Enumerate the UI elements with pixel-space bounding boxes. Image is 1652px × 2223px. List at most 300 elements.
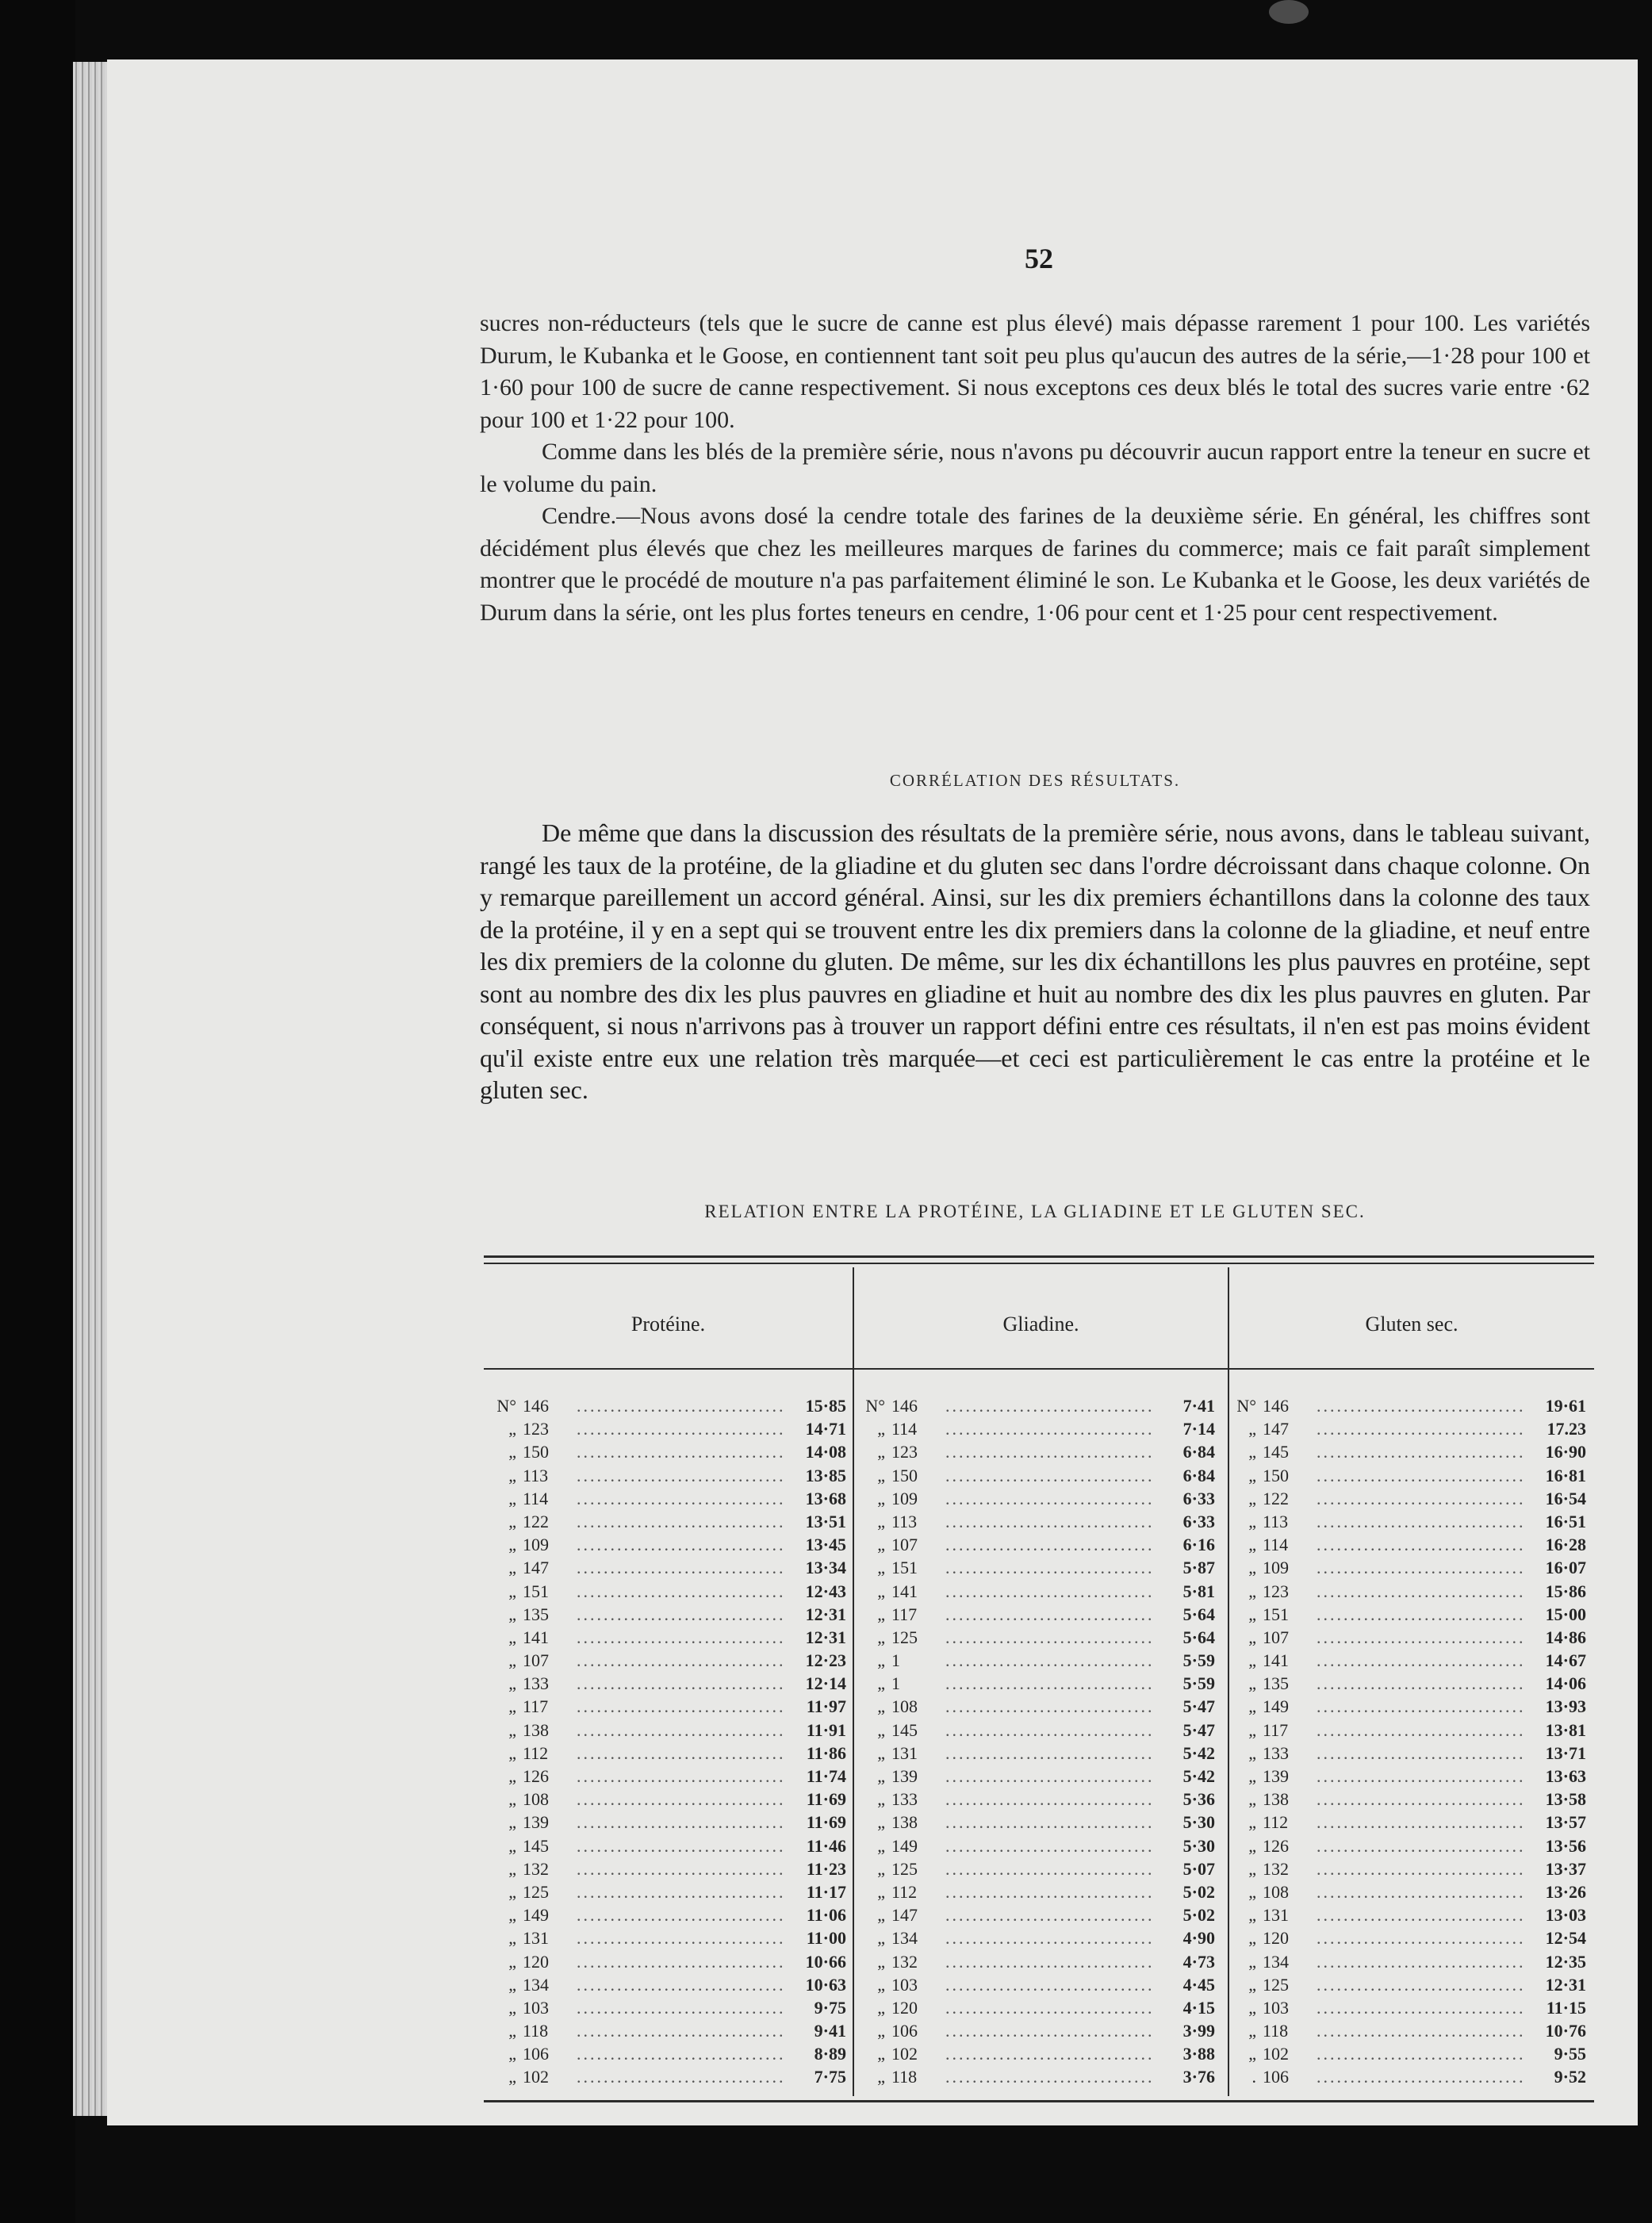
row-value: 13·45 [805,1535,846,1555]
dot-leader [577,2067,784,2087]
dot-leader [577,1859,784,1880]
dot-leader [945,1766,1153,1787]
row-value: 11·46 [806,1835,846,1856]
row-prefix: „ [877,1766,885,1786]
table-row [1220,1905,1586,1928]
dot-leader [577,1882,784,1903]
dot-leader [577,1650,784,1671]
sample-number: 1 [891,1673,900,1694]
sample-number: 117 [523,1696,549,1717]
row-prefix: „ [508,1766,516,1786]
row-prefix: „ [508,1673,516,1694]
table-row [1220,1419,1586,1442]
row-prefix: „ [877,1812,885,1833]
dot-leader [945,1604,1153,1625]
row-value: 16·90 [1545,1442,1586,1462]
table-row [849,1859,1215,1882]
dot-leader [1317,1627,1524,1648]
sample-number: 139 [523,1812,549,1833]
row-value: 5·59 [1182,1650,1215,1671]
row-value: 14·67 [1545,1650,1586,1671]
dot-leader [945,1535,1153,1555]
dot-leader [945,1812,1153,1833]
sample-number: 125 [891,1627,918,1647]
sample-number: 146 [891,1396,918,1416]
sample-number: 107 [1263,1627,1289,1647]
row-value: 11·91 [806,1719,846,1740]
paragraph-bread-volume: Comme dans les blés de la première série, nous n'avons pu découvrir aucun rapport entre la teneur en sucre et le volume du pain. [480,439,1590,497]
table-row [849,2044,1215,2067]
sample-number: 132 [523,1858,549,1879]
row-prefix: „ [508,1789,516,1810]
dot-leader [577,1466,784,1486]
row-value: 16·81 [1545,1465,1586,1485]
dot-leader [1317,1882,1524,1903]
dot-leader [1317,1558,1524,1578]
row-value: 11·17 [806,1881,846,1902]
dot-leader [1317,1535,1524,1555]
dot-leader [945,1650,1153,1671]
row-value: 8·89 [814,2044,846,2064]
table-row [849,1419,1215,1442]
dot-leader [577,1836,784,1857]
table-row [480,2067,846,2090]
row-prefix: „ [877,1488,885,1508]
row-prefix: „ [508,1905,516,1926]
row-value: 13·03 [1545,1905,1586,1926]
row-prefix: „ [508,1488,516,1508]
row-prefix: „ [1248,1581,1256,1601]
table-row [480,1581,846,1604]
row-value: 16·54 [1545,1488,1586,1508]
dot-leader [945,1720,1153,1741]
row-value: 13·71 [1545,1742,1586,1763]
dot-leader [945,2067,1153,2087]
row-prefix: „ [1248,1673,1256,1694]
row-value: 12·35 [1545,1951,1586,1972]
sample-number: 150 [1263,1465,1289,1485]
sample-number: 125 [891,1858,918,1879]
row-value: 13·26 [1545,1881,1586,1902]
sample-number: 131 [891,1742,918,1763]
row-value: 9·55 [1554,2044,1586,2064]
dot-leader [945,1998,1153,2018]
dot-leader [1317,1604,1524,1625]
sample-number: 151 [523,1581,549,1601]
sample-number: 133 [891,1789,918,1810]
row-value: 13·57 [1545,1812,1586,1833]
row-value: 5·59 [1182,1673,1215,1694]
sample-number: 151 [891,1558,918,1578]
sample-number: 135 [1263,1673,1289,1694]
row-value: 10·66 [805,1951,846,1972]
row-value: 6·16 [1182,1535,1215,1555]
table-row [849,1696,1215,1719]
sample-number: 108 [1263,1881,1289,1902]
table-row [480,1836,846,1859]
row-value: 13·51 [805,1511,846,1531]
row-value: 4·45 [1182,1974,1215,1995]
scan-artifact [1269,0,1309,24]
dot-leader [1317,2044,1524,2064]
row-prefix: „ [877,2067,885,2087]
sample-number: 113 [891,1511,918,1531]
table-row [849,1442,1215,1465]
sample-number: 117 [891,1604,918,1624]
dot-leader [577,1789,784,1810]
table-row [480,1928,846,1951]
row-value: 12·14 [805,1673,846,1694]
sample-number: 145 [891,1719,918,1740]
table-row [849,1882,1215,1905]
sample-number: 134 [891,1928,918,1949]
sample-number: 125 [523,1881,549,1902]
sample-number: 106 [523,2044,549,2064]
row-value: 11·23 [806,1858,846,1879]
row-value: 13·63 [1545,1766,1586,1786]
sample-number: 132 [891,1951,918,1972]
row-value: 4·90 [1182,1928,1215,1949]
row-prefix: „ [877,1835,885,1856]
table-row [849,1789,1215,1812]
sample-number: 147 [1263,1419,1289,1439]
row-value: 7·41 [1182,1396,1215,1416]
row-prefix: . [1251,2067,1256,2087]
row-prefix: „ [508,1650,516,1671]
row-value: 3·76 [1182,2067,1215,2087]
row-prefix: „ [508,2044,516,2064]
row-prefix: „ [877,1627,885,1647]
row-prefix: „ [1248,1951,1256,1972]
table-row [849,1627,1215,1650]
dot-leader [577,1512,784,1532]
row-value: 7·75 [814,2067,846,2087]
sample-number: 109 [1263,1558,1289,1578]
dot-leader [945,1789,1153,1810]
dot-leader [1317,1905,1524,1926]
row-prefix: N° [1236,1396,1256,1416]
column-heading-gliadine: Gliadine. [1002,1313,1079,1336]
row-prefix: „ [1248,1766,1256,1786]
sample-number: 120 [523,1951,549,1972]
column-gluten-sec [1220,1396,1586,2091]
dot-leader [1317,1650,1524,1671]
dot-leader [945,1696,1153,1717]
dot-leader [945,1905,1153,1926]
row-value: 5·36 [1182,1789,1215,1810]
table-top-rule [484,1255,1594,1258]
table-row [480,1489,846,1512]
row-value: 5·47 [1182,1696,1215,1717]
row-value: 9·52 [1554,2067,1586,2087]
table-top-rule-double [484,1263,1594,1264]
dot-leader [945,1442,1153,1462]
sample-number: 122 [1263,1488,1289,1508]
row-prefix: „ [877,1719,885,1740]
row-prefix: „ [1248,1558,1256,1578]
table-row [1220,1442,1586,1465]
column-gliadine [849,1396,1215,2091]
row-value: 6·84 [1182,1465,1215,1485]
row-value: 4·73 [1182,1951,1215,1972]
dot-leader [1317,1489,1524,1509]
row-prefix: „ [508,1719,516,1740]
dot-leader [945,2044,1153,2064]
page-number: 52 [1025,243,1053,274]
table-bottom-rule [484,2100,1594,2102]
sample-number: 139 [891,1766,918,1786]
dot-leader [1317,1859,1524,1880]
row-value: 5·42 [1182,1766,1215,1786]
table-row [480,1720,846,1743]
row-prefix: „ [1248,1535,1256,1555]
table-row [1220,1489,1586,1512]
row-prefix: „ [1248,1696,1256,1717]
dot-leader [1317,1581,1524,1602]
row-prefix: „ [877,1997,885,2018]
dot-leader [1317,1720,1524,1741]
dot-leader [577,2021,784,2041]
dot-leader [577,1720,784,1741]
table-row [480,1627,846,1650]
table-title: RELATION ENTRE LA PROTÉINE, LA GLIADINE ET LE GLUTEN SEC. [704,1202,1366,1221]
row-prefix: „ [877,1789,885,1810]
row-value: 11·86 [806,1742,846,1763]
sample-number: 146 [523,1396,549,1416]
row-prefix: N° [496,1396,516,1416]
table-row [1220,1812,1586,1835]
sample-number: 117 [1263,1719,1289,1740]
table-row [849,1998,1215,2021]
sample-number: 150 [891,1465,918,1485]
row-prefix: „ [508,1928,516,1949]
sample-number: 135 [523,1604,549,1624]
table-row [1220,1720,1586,1743]
table-row [849,1952,1215,1975]
row-prefix: „ [1248,2044,1256,2064]
table-row [849,1673,1215,1696]
row-prefix: „ [877,1604,885,1624]
row-prefix: „ [508,1558,516,1578]
table-row [849,1836,1215,1859]
table-row [480,1419,846,1442]
dot-leader [945,1743,1153,1764]
row-prefix: „ [877,1558,885,1578]
table-row [1220,1396,1586,1419]
dot-leader [577,1442,784,1462]
sample-number: 133 [523,1673,549,1694]
table-row [849,1975,1215,1998]
row-prefix: „ [508,1581,516,1601]
row-value: 16·51 [1545,1511,1586,1531]
section-heading: CORRÉLATION DES RÉSULTATS. [889,771,1181,790]
row-prefix: „ [508,1835,516,1856]
row-prefix: „ [877,2021,885,2041]
sample-number: 149 [1263,1696,1289,1717]
table-row [480,2044,846,2067]
row-prefix: „ [1248,1835,1256,1856]
sample-number: 149 [523,1905,549,1926]
row-prefix: „ [508,1997,516,2018]
dot-leader [945,2021,1153,2041]
sample-number: 147 [891,1905,918,1926]
sample-number: 151 [1263,1604,1289,1624]
row-prefix: „ [508,1812,516,1833]
row-value: 12·31 [1545,1974,1586,1995]
row-value: 17.23 [1547,1419,1586,1439]
sample-number: 114 [891,1419,918,1439]
row-value: 19·61 [1545,1396,1586,1416]
dot-leader [945,1836,1153,1857]
dot-leader [577,1581,784,1602]
table-row [480,1673,846,1696]
sample-number: 120 [1263,1928,1289,1949]
row-prefix: „ [508,1604,516,1624]
table-row [480,1650,846,1673]
row-value: 13·37 [1545,1858,1586,1879]
sample-number: 108 [891,1696,918,1717]
row-value: 5·30 [1182,1835,1215,1856]
table-row [849,2021,1215,2044]
sample-number: 131 [523,1928,549,1949]
table-header-rule [484,1368,1594,1370]
dot-leader [577,1604,784,1625]
row-value: 15·85 [805,1396,846,1416]
dot-leader [1317,1789,1524,1810]
sample-number: 141 [891,1581,918,1601]
sample-number: 141 [1263,1650,1289,1671]
table-row [1220,1789,1586,1812]
row-value: 5·87 [1182,1558,1215,1578]
row-prefix: „ [1248,1604,1256,1624]
column-heading-proteine: Protéine. [631,1313,706,1336]
row-prefix: „ [877,1673,885,1694]
row-value: 7·14 [1182,1419,1215,1439]
row-value: 6·33 [1182,1488,1215,1508]
dot-leader [577,2044,784,2064]
table-row [1220,1512,1586,1535]
table-row [1220,1604,1586,1627]
row-value: 12·23 [805,1650,846,1671]
sample-number: 109 [523,1535,549,1555]
table-row [849,1928,1215,1951]
row-value: 11·15 [1546,1997,1586,2018]
dot-leader [577,1673,784,1694]
sample-number: 113 [1263,1511,1289,1531]
row-prefix: „ [1248,1997,1256,2018]
table-row [849,2067,1215,2090]
table-row [480,1905,846,1928]
dot-leader [577,1812,784,1833]
row-value: 5·64 [1182,1604,1215,1624]
dot-leader [577,1998,784,2018]
sample-number: 106 [891,2021,918,2041]
dot-leader [1317,1396,1524,1416]
body-text-correlation [480,817,1590,1106]
row-value: 14·08 [805,1442,846,1462]
table-row [1220,1836,1586,1859]
row-prefix: „ [1248,1719,1256,1740]
row-value: 5·02 [1182,1881,1215,1902]
table-row [480,1998,846,2021]
sample-number: 107 [891,1535,918,1555]
row-value: 13·56 [1545,1835,1586,1856]
table-row [849,1604,1215,1627]
table-row [1220,1859,1586,1882]
table-row [480,1812,846,1835]
sample-number: 146 [1263,1396,1289,1416]
row-prefix: „ [1248,1627,1256,1647]
table-row [849,1905,1215,1928]
table-row [1220,1975,1586,1998]
table-row [480,1604,846,1627]
sample-number: 103 [523,1997,549,2018]
sample-number: 112 [891,1881,918,1902]
sample-number: 141 [523,1627,549,1647]
row-value: 5·42 [1182,1742,1215,1763]
table-row [480,1535,846,1558]
table-row [1220,2067,1586,2090]
dot-leader [945,1466,1153,1486]
table-row [849,1535,1215,1558]
dot-leader [945,1882,1153,1903]
body-text-top [480,308,1590,629]
sample-number: 133 [1263,1742,1289,1763]
sample-number: 123 [891,1442,918,1462]
row-value: 5·47 [1182,1719,1215,1740]
table-row [849,1720,1215,1743]
row-value: 15·00 [1545,1604,1586,1624]
row-prefix: „ [508,1742,516,1763]
row-value: 13·85 [805,1465,846,1485]
row-prefix: „ [877,1581,885,1601]
scan-background-left [0,0,75,2223]
sample-number: 109 [891,1488,918,1508]
table-row [849,1650,1215,1673]
dot-leader [577,1535,784,1555]
row-value: 3·99 [1182,2021,1215,2041]
dot-leader [1317,2021,1524,2041]
row-prefix: „ [1248,1511,1256,1531]
dot-leader [945,1419,1153,1439]
row-value: 14·86 [1545,1627,1586,1647]
table-row [1220,1882,1586,1905]
dot-leader [1317,1998,1524,2018]
sample-number: 126 [1263,1835,1289,1856]
table-row [1220,1998,1586,2021]
dot-leader [577,1627,784,1648]
row-prefix: „ [877,1858,885,1879]
row-value: 5·07 [1182,1858,1215,1879]
sample-number: 123 [523,1419,549,1439]
dot-leader [577,1419,784,1439]
dot-leader [577,1743,784,1764]
table-row [1220,1535,1586,1558]
row-value: 11·00 [806,1928,846,1949]
table-row [480,1952,846,1975]
dot-leader [945,1489,1153,1509]
row-prefix: „ [508,2067,516,2087]
row-prefix: „ [877,1742,885,1763]
row-prefix: „ [877,1419,885,1439]
table-row [1220,2044,1586,2067]
row-value: 12·43 [805,1581,846,1601]
table-row [480,1558,846,1581]
row-prefix: „ [1248,2021,1256,2041]
dot-leader [1317,1928,1524,1949]
dot-leader [945,1952,1153,1972]
dot-leader [945,1673,1153,1694]
